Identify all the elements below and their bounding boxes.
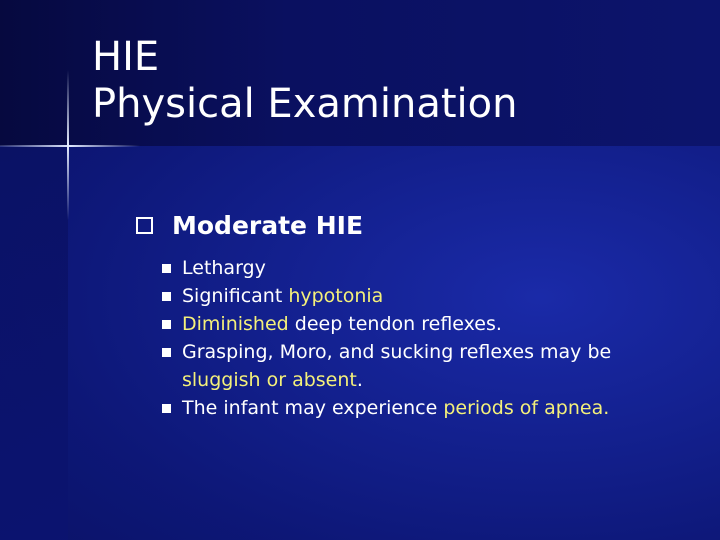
section-heading (136, 211, 363, 240)
square-bullet-icon (162, 264, 171, 273)
square-bullet-icon (162, 292, 171, 301)
bullet-text: Grasping, Moro, and sucking reflexes may be (182, 341, 612, 363)
bullet-item (162, 394, 682, 422)
slide-title (92, 34, 517, 128)
checkbox-bullet-icon (136, 217, 153, 234)
heading-text: Moderate HIE (172, 211, 364, 240)
highlighted-text: hypotonia (288, 285, 384, 307)
title-line-2: Physical Examination (92, 81, 518, 127)
square-bullet-icon (162, 348, 171, 357)
highlighted-text: Diminished (182, 313, 289, 335)
bullet-item (162, 310, 682, 338)
bullet-text: Significant (182, 285, 289, 307)
decorative-horizontal-line (0, 145, 140, 147)
bullet-text: . (356, 369, 363, 391)
bullet-item (162, 282, 682, 310)
highlighted-text: sluggish or absent (182, 369, 357, 391)
left-band (0, 146, 68, 540)
bullet-text: The infant may experience (182, 397, 444, 419)
highlighted-text: periods of apnea. (443, 397, 610, 419)
square-bullet-icon (162, 320, 171, 329)
bullet-text: Lethargy (182, 257, 266, 279)
title-line-1: HIE (92, 34, 160, 80)
square-bullet-icon (162, 404, 171, 413)
bullet-text: deep tendon reflexes. (288, 313, 502, 335)
decorative-vertical-line (67, 70, 69, 220)
bullet-item (162, 338, 682, 394)
bullet-list (162, 254, 682, 422)
bullet-item (162, 254, 682, 282)
